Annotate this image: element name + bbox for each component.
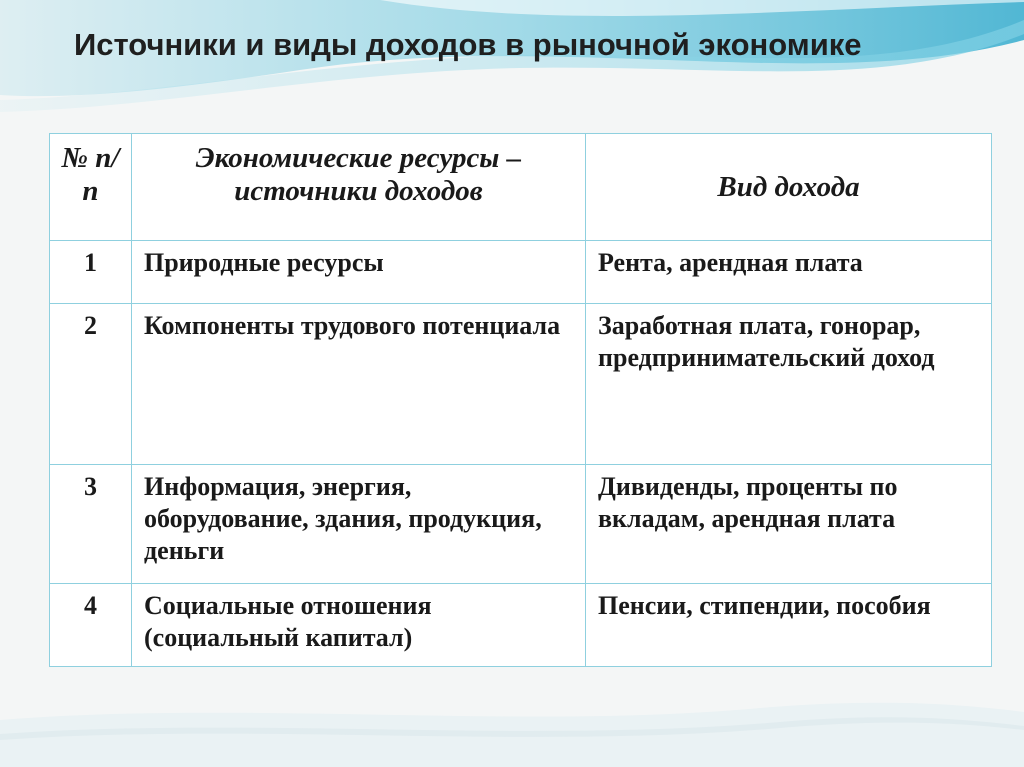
income-cell: Дивиденды, проценты по вкладам, арендная плата bbox=[586, 465, 992, 584]
income-table-container bbox=[49, 133, 991, 667]
row-number: 1 bbox=[50, 241, 132, 304]
income-sources-table bbox=[49, 133, 992, 667]
table-row bbox=[50, 241, 992, 304]
income-cell: Рента, арендная плата bbox=[586, 241, 992, 304]
resource-cell: Информация, энергия, оборудование, здания, продукция, деньги bbox=[132, 465, 586, 584]
resource-cell: Компоненты трудового потенциала bbox=[132, 304, 586, 465]
income-cell: Пенсии, стипендии, пособия bbox=[586, 584, 992, 667]
table-row bbox=[50, 465, 992, 584]
slide-title: Источники и виды доходов в рыночной экономике bbox=[74, 27, 862, 62]
header-number: № п/п bbox=[50, 134, 132, 241]
row-number: 4 bbox=[50, 584, 132, 667]
table-row bbox=[50, 584, 992, 667]
table-row bbox=[50, 304, 992, 465]
decorative-wave-bottom bbox=[0, 690, 1024, 767]
income-cell: Заработная плата, гонорар, предпринимательский доход bbox=[586, 304, 992, 465]
row-number: 2 bbox=[50, 304, 132, 465]
table-header-row bbox=[50, 134, 992, 241]
header-income-type: Вид дохода bbox=[586, 134, 992, 241]
header-resources: Экономические ресурсы – источники доходов bbox=[132, 134, 586, 241]
resource-cell: Природные ресурсы bbox=[132, 241, 586, 304]
row-number: 3 bbox=[50, 465, 132, 584]
resource-cell: Социальные отношения (социальный капитал) bbox=[132, 584, 586, 667]
